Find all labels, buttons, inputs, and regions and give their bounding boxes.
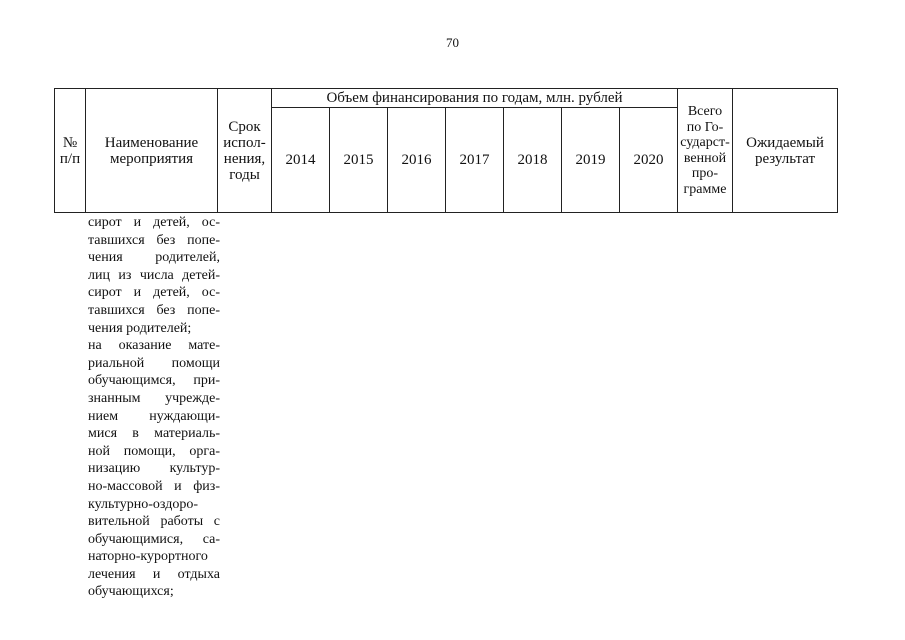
text-line: тавшихся без попе- — [88, 302, 220, 318]
financing-table — [54, 88, 838, 213]
header-funding-group: Объем финансирования по годам, млн. рублей — [272, 89, 678, 108]
text-line: но-массовой и физ- — [88, 478, 220, 494]
text-line: обучающимися, са- — [88, 531, 220, 547]
text-line: сирот и детей, ос- — [88, 215, 220, 230]
text-line: вительной работы с — [88, 514, 220, 530]
header-year: 2015 — [330, 108, 388, 213]
text-line: мися в материаль- — [88, 426, 220, 442]
header-year: 2017 — [446, 108, 504, 213]
text-line: обучающимся, при- — [88, 373, 220, 389]
text-line: лечения и отдыха — [88, 566, 220, 582]
text-line: знанным учрежде- — [88, 390, 220, 406]
text-line: чения родителей, — [88, 250, 220, 266]
text-line: нием нуждающи- — [88, 408, 220, 424]
text-line: на оказание мате- — [88, 338, 220, 354]
header-total: Всего по Го- сударст- венной про- грамме — [678, 89, 733, 213]
text-line: чения родителей; — [88, 320, 192, 336]
header-number: № п/п — [55, 89, 86, 213]
text-line: наторно-курортного — [88, 549, 208, 565]
text-line: обучающихся; — [88, 584, 174, 600]
header-year: 2014 — [272, 108, 330, 213]
text-line: низацию культур- — [88, 461, 220, 477]
header-name: Наименование мероприятия — [86, 89, 218, 213]
text-line: ной помощи, орга- — [88, 443, 220, 459]
page-number: 70 — [446, 35, 459, 50]
text-line: тавшихся без попе- — [88, 232, 220, 248]
text-line: сирот и детей, ос- — [88, 285, 220, 301]
text-line: лиц из числа детей- — [88, 267, 220, 283]
header-result: Ожидаемый результат — [733, 89, 838, 213]
header-year: 2020 — [620, 108, 678, 213]
text-line: культурно-оздоро- — [88, 496, 198, 512]
activity-name-continuation — [88, 214, 220, 601]
header-year: 2016 — [388, 108, 446, 213]
header-term: Срок испол- нения, годы — [218, 89, 272, 213]
header-year: 2019 — [562, 108, 620, 213]
header-year: 2018 — [504, 108, 562, 213]
text-line: риальной помощи — [88, 355, 220, 371]
